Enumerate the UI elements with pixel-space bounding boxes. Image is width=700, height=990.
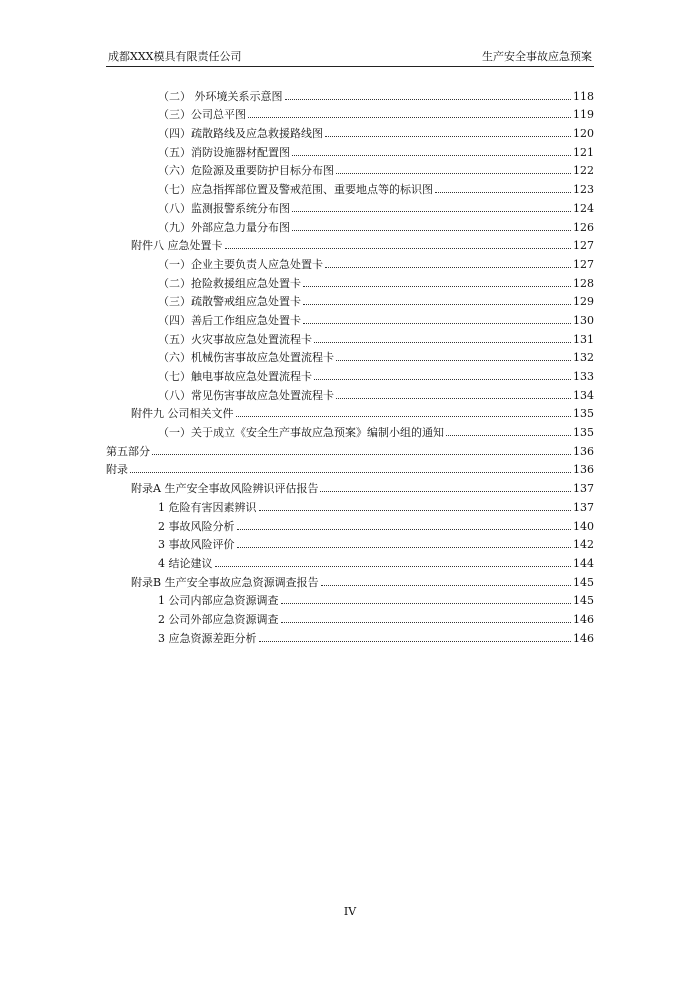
toc-entry[interactable] bbox=[0, 234, 700, 253]
toc-entry-page: 123 bbox=[573, 183, 594, 197]
toc-entry-page: 142 bbox=[573, 538, 594, 552]
toc-entry-title: 1 公司内部应急资源调查 bbox=[158, 594, 279, 608]
toc-dot-leader bbox=[292, 211, 571, 212]
toc-entry-title: （四）疏散路线及应急救援路线图 bbox=[158, 127, 323, 141]
toc-entry[interactable] bbox=[0, 159, 700, 178]
toc-entry-page: 136 bbox=[573, 444, 594, 458]
toc-entry[interactable] bbox=[0, 626, 700, 645]
toc-entry-title: （八）监测报警系统分布图 bbox=[158, 201, 290, 215]
toc-entry-page: 122 bbox=[573, 164, 594, 178]
toc-entry-title: （二）抢险救援组应急处置卡 bbox=[158, 276, 301, 290]
toc-entry-page: 144 bbox=[573, 556, 594, 570]
table-of-contents bbox=[0, 84, 700, 645]
toc-entry-page: 129 bbox=[573, 295, 594, 309]
toc-dot-leader bbox=[435, 192, 571, 193]
toc-dot-leader bbox=[292, 155, 571, 156]
toc-entry-title: （三）疏散警戒组应急处置卡 bbox=[158, 295, 301, 309]
toc-dot-leader bbox=[314, 342, 571, 343]
toc-entry[interactable] bbox=[0, 346, 700, 365]
toc-entry[interactable] bbox=[0, 252, 700, 271]
toc-dot-leader bbox=[336, 173, 571, 174]
toc-entry[interactable] bbox=[0, 103, 700, 122]
header-company: 成都XXX模具有限责任公司 bbox=[108, 50, 242, 63]
toc-dot-leader bbox=[237, 529, 572, 530]
toc-entry-title: （八）常见伤害事故应急处置流程卡 bbox=[158, 388, 334, 402]
toc-entry-page: 135 bbox=[573, 407, 594, 421]
toc-entry-title: 2 事故风险分析 bbox=[158, 519, 235, 533]
toc-entry[interactable] bbox=[0, 177, 700, 196]
toc-entry-page: 121 bbox=[573, 145, 594, 159]
header-doc-title: 生产安全事故应急预案 bbox=[482, 50, 592, 63]
toc-entry[interactable] bbox=[0, 121, 700, 140]
toc-entry-page: 140 bbox=[573, 519, 594, 533]
toc-entry-title: 附录 bbox=[106, 463, 128, 477]
toc-entry[interactable] bbox=[0, 364, 700, 383]
toc-entry-page: 118 bbox=[573, 89, 594, 103]
toc-dot-leader bbox=[336, 360, 571, 361]
toc-dot-leader bbox=[259, 510, 572, 511]
toc-entry-title: 3 应急资源差距分析 bbox=[158, 631, 257, 645]
toc-entry-page: 132 bbox=[573, 351, 594, 365]
toc-entry-title: 附录A 生产安全事故风险辨识评估报告 bbox=[131, 482, 319, 496]
toc-dot-leader bbox=[281, 603, 572, 604]
toc-dot-leader bbox=[225, 248, 572, 249]
toc-entry-title: 4 结论建议 bbox=[158, 556, 213, 570]
toc-entry[interactable] bbox=[0, 84, 700, 103]
page-header bbox=[106, 48, 594, 66]
toc-entry[interactable] bbox=[0, 308, 700, 327]
toc-entry[interactable] bbox=[0, 402, 700, 421]
toc-entry[interactable] bbox=[0, 196, 700, 215]
toc-entry-page: 131 bbox=[573, 332, 594, 346]
toc-entry[interactable] bbox=[0, 551, 700, 570]
toc-entry-title: 附件八 应急处置卡 bbox=[131, 239, 223, 253]
toc-entry-title: （七）应急指挥部位置及警戒范围、重要地点等的标识图 bbox=[158, 183, 433, 197]
toc-entry[interactable] bbox=[0, 495, 700, 514]
toc-entry-page: 127 bbox=[573, 239, 594, 253]
page-number: IV bbox=[343, 905, 357, 918]
toc-dot-leader bbox=[446, 435, 571, 436]
toc-entry-title: 附件九 公司相关文件 bbox=[131, 407, 234, 421]
toc-entry-title: 2 公司外部应急资源调查 bbox=[158, 612, 279, 626]
toc-entry-page: 133 bbox=[573, 370, 594, 383]
toc-entry[interactable] bbox=[0, 420, 700, 439]
toc-dot-leader bbox=[259, 641, 572, 642]
toc-dot-leader bbox=[325, 267, 571, 268]
toc-entry-page: 136 bbox=[573, 463, 594, 477]
toc-entry[interactable] bbox=[0, 570, 700, 589]
toc-entry-title: （五）火灾事故应急处置流程卡 bbox=[158, 332, 312, 346]
toc-entry-title: （五）消防设施器材配置图 bbox=[158, 145, 290, 159]
toc-dot-leader bbox=[321, 585, 571, 586]
toc-entry-title: （七）触电事故应急处置流程卡 bbox=[158, 370, 312, 383]
toc-entry[interactable] bbox=[0, 290, 700, 309]
toc-dot-leader bbox=[303, 304, 571, 305]
toc-entry-title: （二） 外环境关系示意图 bbox=[158, 89, 283, 103]
toc-entry-page: 135 bbox=[573, 426, 594, 440]
toc-dot-leader bbox=[237, 547, 572, 548]
toc-dot-leader bbox=[215, 566, 572, 567]
toc-entry[interactable] bbox=[0, 458, 700, 477]
toc-dot-leader bbox=[236, 416, 572, 417]
toc-dot-leader bbox=[314, 379, 571, 380]
toc-entry-page: 126 bbox=[573, 220, 594, 234]
toc-entry-page: 130 bbox=[573, 313, 594, 327]
toc-entry-page: 145 bbox=[573, 594, 594, 608]
toc-entry-title: 1 危险有害因素辨识 bbox=[158, 500, 257, 514]
toc-entry[interactable] bbox=[0, 589, 700, 608]
toc-dot-leader bbox=[325, 136, 571, 137]
toc-entry[interactable] bbox=[0, 476, 700, 495]
toc-entry-page: 124 bbox=[573, 201, 594, 215]
toc-entry-page: 146 bbox=[573, 631, 594, 645]
toc-entry[interactable] bbox=[0, 607, 700, 626]
toc-entry-page: 137 bbox=[573, 500, 594, 514]
toc-entry-page: 119 bbox=[573, 108, 594, 122]
toc-entry-page: 127 bbox=[573, 257, 594, 271]
toc-entry-page: 145 bbox=[573, 575, 594, 589]
toc-entry-title: 3 事故风险评价 bbox=[158, 538, 235, 552]
toc-dot-leader bbox=[336, 398, 571, 399]
toc-entry-page: 134 bbox=[573, 388, 594, 402]
toc-dot-leader bbox=[292, 230, 571, 231]
toc-dot-leader bbox=[281, 622, 572, 623]
toc-entry[interactable] bbox=[0, 533, 700, 552]
toc-entry[interactable] bbox=[0, 215, 700, 234]
toc-entry-title: （三）公司总平图 bbox=[158, 108, 246, 122]
toc-entry-title: 附录B 生产安全事故应急资源调查报告 bbox=[131, 575, 319, 589]
toc-dot-leader bbox=[303, 286, 571, 287]
toc-dot-leader bbox=[248, 117, 571, 118]
toc-entry-title: （四）善后工作组应急处置卡 bbox=[158, 313, 301, 327]
toc-entry[interactable] bbox=[0, 514, 700, 533]
toc-entry-page: 137 bbox=[573, 482, 594, 496]
toc-entry-title: （一）关于成立《安全生产事故应急预案》编制小组的通知 bbox=[158, 426, 444, 440]
toc-entry-title: （六）危险源及重要防护目标分布图 bbox=[158, 164, 334, 178]
toc-entry[interactable] bbox=[0, 140, 700, 159]
toc-entry-title: （一）企业主要负责人应急处置卡 bbox=[158, 257, 323, 271]
toc-entry-page: 128 bbox=[573, 276, 594, 290]
toc-entry-page: 120 bbox=[573, 127, 594, 141]
toc-dot-leader bbox=[320, 491, 571, 492]
toc-entry[interactable] bbox=[0, 271, 700, 290]
toc-entry-title: （九）外部应急力量分布图 bbox=[158, 220, 290, 234]
toc-entry-page: 146 bbox=[573, 612, 594, 626]
toc-entry[interactable] bbox=[0, 327, 700, 346]
toc-dot-leader bbox=[303, 323, 571, 324]
header-divider bbox=[106, 66, 594, 67]
toc-dot-leader bbox=[285, 99, 572, 100]
toc-dot-leader bbox=[152, 454, 571, 455]
toc-entry[interactable] bbox=[0, 383, 700, 402]
toc-entry-title: 第五部分 bbox=[106, 444, 150, 458]
toc-dot-leader bbox=[130, 472, 571, 473]
toc-entry-title: （六）机械伤害事故应急处置流程卡 bbox=[158, 351, 334, 365]
toc-entry[interactable] bbox=[0, 439, 700, 458]
